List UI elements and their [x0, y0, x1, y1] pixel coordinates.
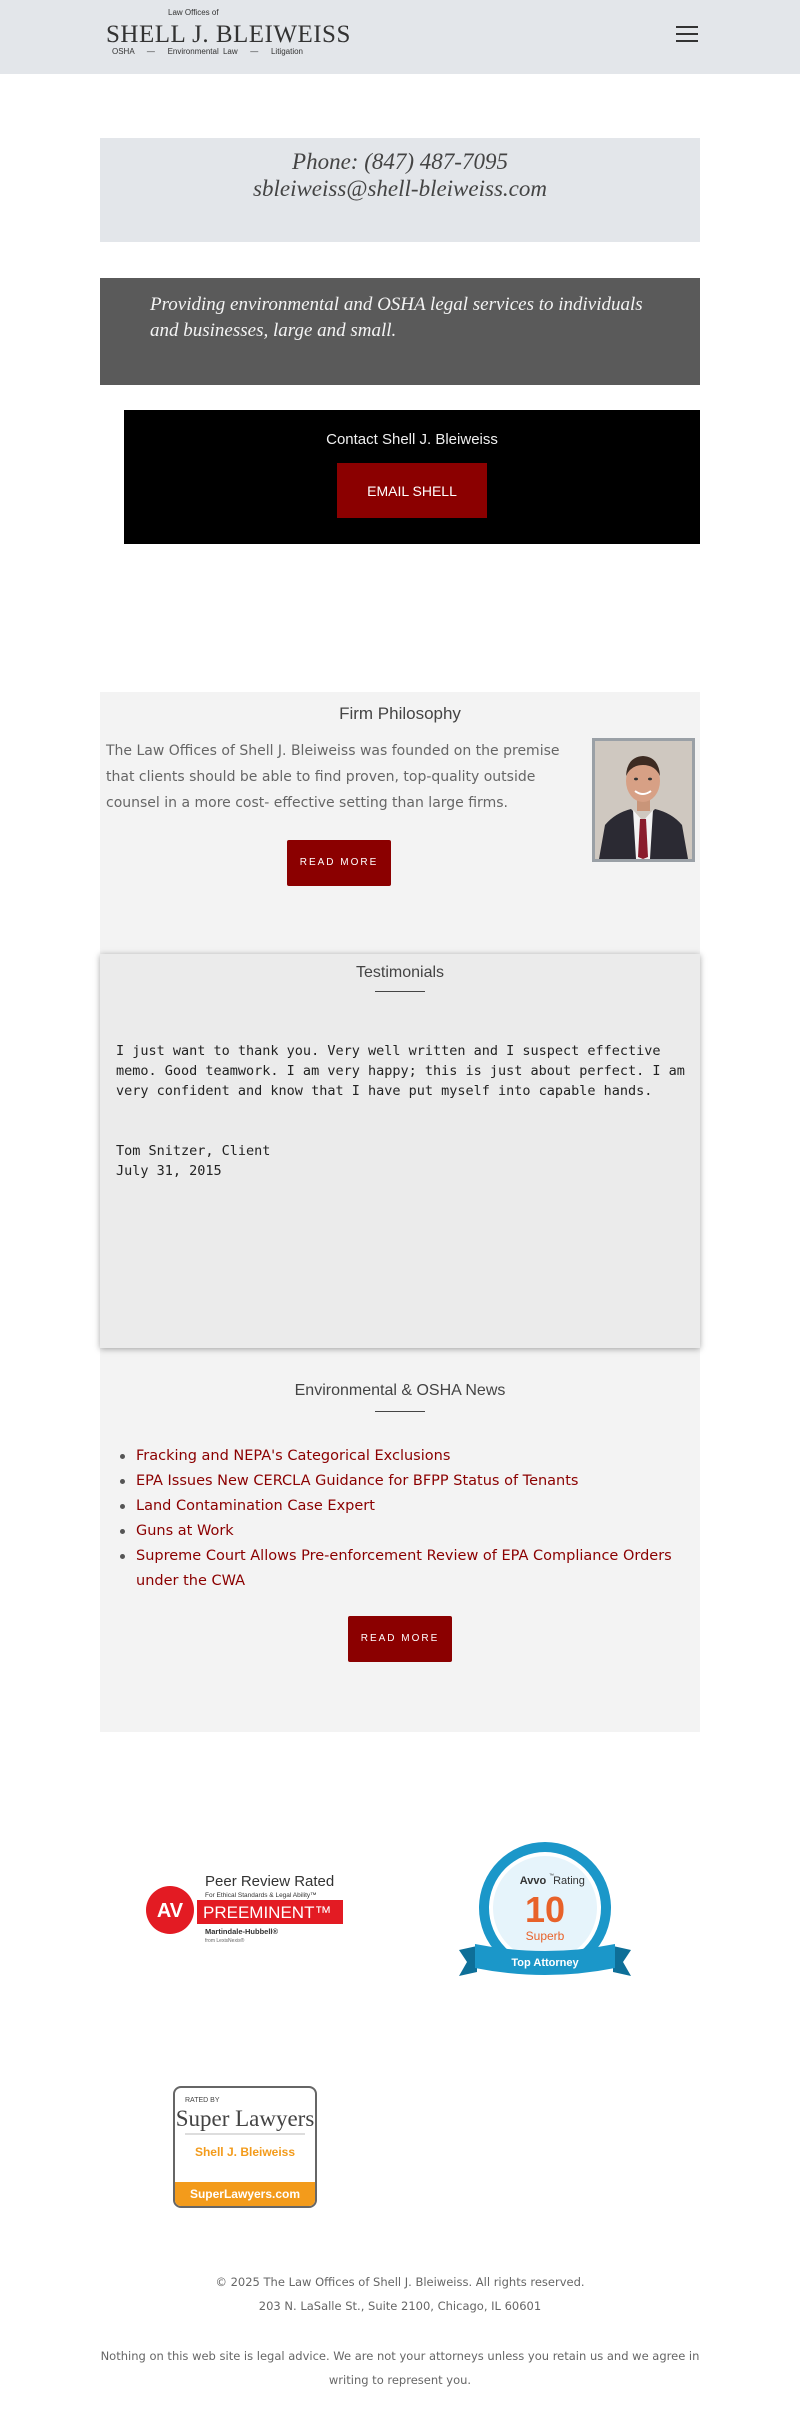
news-item[interactable]: Fracking and NEPA's Categorical Exclusions: [136, 1444, 696, 1469]
news-title-underline: [375, 1411, 425, 1412]
menu-icon[interactable]: [676, 26, 700, 46]
sl-url: SuperLawyers.com: [189, 2187, 301, 2201]
site-header: [0, 0, 800, 74]
news-item[interactable]: Supreme Court Allows Pre-enforcement Review of EPA Compliance Orders under the CWA: [136, 1544, 696, 1594]
news-title: Environmental & OSHA News: [294, 1382, 506, 1399]
news-item[interactable]: Guns at Work: [136, 1519, 696, 1544]
testimonials-title: Testimonials: [355, 964, 445, 981]
news-item[interactable]: Land Contamination Case Expert: [136, 1494, 696, 1519]
av-preeminent-badge[interactable]: [145, 1872, 345, 1944]
logo-name: SHELL J. BLEIWEISS: [106, 21, 351, 48]
av-line4: from LexisNexis®: [205, 1938, 245, 1944]
avvo-tm: ™: [549, 1873, 554, 1879]
footer-disclaimer: [0, 2344, 800, 2392]
logo-tag-osha: OSHA: [112, 47, 135, 56]
testimonial-date: July 31, 2015: [116, 1163, 222, 1179]
contact-info: [100, 138, 700, 242]
philosophy-title: Firm Philosophy: [339, 704, 461, 723]
avvo-brand: Avvo: [519, 1875, 547, 1887]
phone-number[interactable]: Phone: (847) 487-7095: [292, 149, 508, 174]
logo-tagline: [112, 47, 303, 56]
email-shell-button[interactable]: EMAIL SHELL: [337, 463, 487, 518]
footer-copyright: © 2025 The Law Offices of Shell J. Bleiweiss. All rights reserved.: [215, 2275, 585, 2289]
av-line2: For Ethical Standards & Legal Ability™: [205, 1892, 317, 1899]
testimonial-quote: I just want to thank you. Very well written and I suspect effective memo. Good teamwork. I am very happy; this is just about perfect. I am very confident and know that I have put myself into capable hands.: [116, 1043, 685, 1099]
sl-name: Shell J. Bleiweiss: [194, 2145, 296, 2159]
portrait-photo: [592, 738, 695, 862]
avvo-score: 10: [524, 1889, 566, 1930]
logo-tag-dash: —: [146, 47, 155, 56]
news-item[interactable]: EPA Issues New CERCLA Guidance for BFPP Status of Tenants: [136, 1469, 696, 1494]
footer-address: 203 N. LaSalle St., Suite 2100, Chicago, IL 60601: [258, 2299, 542, 2313]
site-footer: [0, 2270, 800, 2318]
site-logo[interactable]: [104, 8, 351, 60]
av-line3: Martindale-Hubbell®: [205, 1927, 279, 1936]
philosophy-read-more-button[interactable]: READ MORE: [287, 840, 391, 886]
services-text: Providing environmental and OSHA legal services to individuals and businesses, large and small.: [150, 294, 643, 341]
av-banner: PREEMINENT™: [203, 1903, 332, 1922]
logo-tag-litigation: Litigation: [270, 47, 303, 56]
avvo-rating-badge[interactable]: [455, 1840, 635, 1990]
sl-brand: Super Lawyers: [175, 2106, 315, 2131]
avvo-ribbon: Top Attorney: [511, 1957, 579, 1969]
avvo-label: Rating: [553, 1875, 585, 1887]
testimonials-card: [100, 954, 700, 1348]
super-lawyers-badge[interactable]: [173, 2086, 317, 2208]
news-list: [136, 1444, 696, 1594]
avvo-grade: Superb: [525, 1929, 565, 1943]
contact-cta: [124, 410, 700, 544]
testimonial-author: Tom Snitzer, Client: [116, 1143, 271, 1159]
philosophy-text: The Law Offices of Shell J. Bleiweiss was founded on the premise that clients should be able to find proven, top-quality outside counsel in a more cost- effective setting than large firms.: [106, 743, 560, 811]
logo-tag-dash: —: [250, 47, 259, 56]
news-read-more-button[interactable]: READ MORE: [348, 1616, 452, 1662]
email-address[interactable]: sbleiweiss@shell-bleiweiss.com: [253, 176, 547, 201]
testimonials-title-underline: [375, 991, 425, 992]
av-line1: Peer Review Rated: [205, 1873, 335, 1890]
logo-tag-environmental: Environmental Law: [167, 47, 238, 56]
testimonial-attribution: [116, 1141, 270, 1181]
cta-title: Contact Shell J. Bleiweiss: [326, 431, 498, 448]
disclaimer-text: Nothing on this web site is legal advice. We are not your attorneys unless you retain us and we agree in writing to represent you.: [100, 2349, 700, 2387]
logo-subtitle: Law Offices of: [168, 8, 219, 17]
services-banner: [100, 278, 700, 385]
av-logo-text: AV: [156, 1900, 184, 1922]
sl-rated-by: RATED BY: [185, 2097, 220, 2104]
